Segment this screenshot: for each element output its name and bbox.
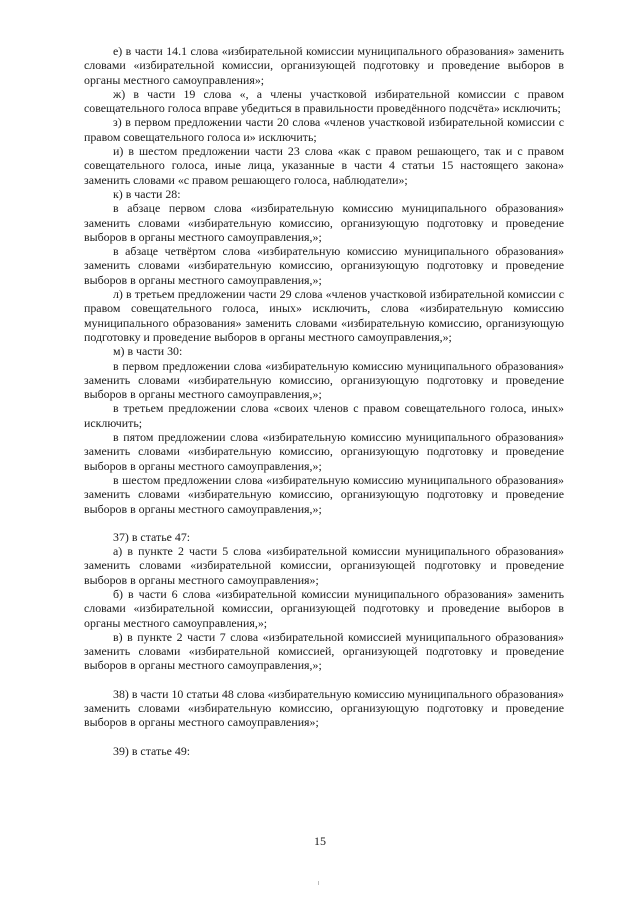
paragraph-37-a: а) в пункте 2 части 5 слова «избирательной комиссии муниципального образования» заменить словами «избирательной комиссии, организующей подготовку и проведение выборов в органы местного самоуправления»; (84, 544, 564, 587)
paragraph-z: з) в первом предложении части 20 слова «членов участковой избирательной комиссии с правом совещательного голоса и» исключить; (84, 115, 564, 144)
paragraph-m-4: в шестом предложении слова «избирательную комиссию муниципального образования» заменить словами «избирательную комиссию, организующую подготовку и проведение выборов в органы местного самоуправления,»; (84, 472, 564, 516)
paragraph-e: е) в части 14.1 слова «избирательной комиссии муниципального образования» заменить словами «избирательной комиссии, организующей подготовку и проведение выборов в органы местного самоуправления»; (84, 44, 564, 87)
paragraph-m-1: в первом предложении слова «избирательную комиссию муниципального образования» заменить словами «избирательную комиссию, организующую подготовку и проведение выборов в органы местного самоуправления,»; (84, 358, 564, 402)
paragraph-m-3: в пятом предложении слова «избирательную комиссию муниципального образования» заменить словами «избирательную комиссию, организующую подготовку и проведение выборов в органы местного самоуправления,»; (84, 430, 564, 473)
paragraph-m: м) в части 30: (113, 344, 183, 359)
paragraph-i: и) в шестом предложении части 23 слова «как с правом решающего, так и с правом совещательного голоса, иные лица, указанные в части 4 статьи 15 настоящего закона» заменить словами «с правом решающего голоса, наблюдатели»; (84, 144, 564, 187)
paragraph-l: л) в третьем предложении части 29 слова «членов участковой избирательной комиссии с правом совещательного голоса, иных» исключить, слова «избирательную комиссию муниципального образования» заменить словами «избирательную комиссию, организующую подготовку и проведение выборов в органы местного самоуправления,»; (84, 287, 564, 344)
paragraph-37-b: б) в части 6 слова «избирательной комиссии муниципального образования» заменить словами «избирательной комиссии, организующей подготовку и проведение выборов в органы местного самоуправления,»; (84, 586, 564, 630)
document-body (84, 44, 564, 758)
paragraph-39: 39) в статье 49: (113, 743, 191, 758)
paragraph-k: к) в части 28: (113, 186, 181, 201)
section-gap (84, 730, 564, 744)
paragraph-37: 37) в статье 47: (113, 529, 191, 544)
paragraph-m-2: в третьем предложении слова «своих членов с правом совещательного голоса, иных» исключить; (84, 401, 564, 430)
paragraph-38: 38) в части 10 статьи 48 слова «избирательную комиссию муниципального образования» заменить словами «избирательную комиссию, организующую подготовку и проведение выборов в органы местного самоуправления»; (84, 686, 564, 730)
paragraph-k-1: в абзаце первом слова «избирательную комиссию муниципального образования» заменить словами «избирательную комиссию, организующую подготовку и проведение выборов в органы местного самоуправления,»; (84, 201, 564, 244)
paragraph-37-v: в) в пункте 2 части 7 слова «избирательной комиссией муниципального образования» заменить словами «избирательной комиссией, организующей подготовку и проведение выборов в органы местного самоуправления,»; (84, 629, 564, 673)
paragraph-k-2: в абзаце четвёртом слова «избирательную комиссию муниципального образования» заменить словами «избирательную комиссию, организующую подготовку и проведение выборов в органы местного самоуправления,»; (84, 244, 564, 287)
page-number: 15 (314, 834, 326, 848)
paragraph-zh: ж) в части 19 слова «, а члены участковой избирательной комиссии с правом совещательного голоса вправе убедиться в правильности проведённого подсчёта» исключить; (84, 86, 564, 116)
section-gap (84, 673, 564, 687)
scan-mark (318, 881, 319, 885)
section-gap (84, 516, 564, 530)
